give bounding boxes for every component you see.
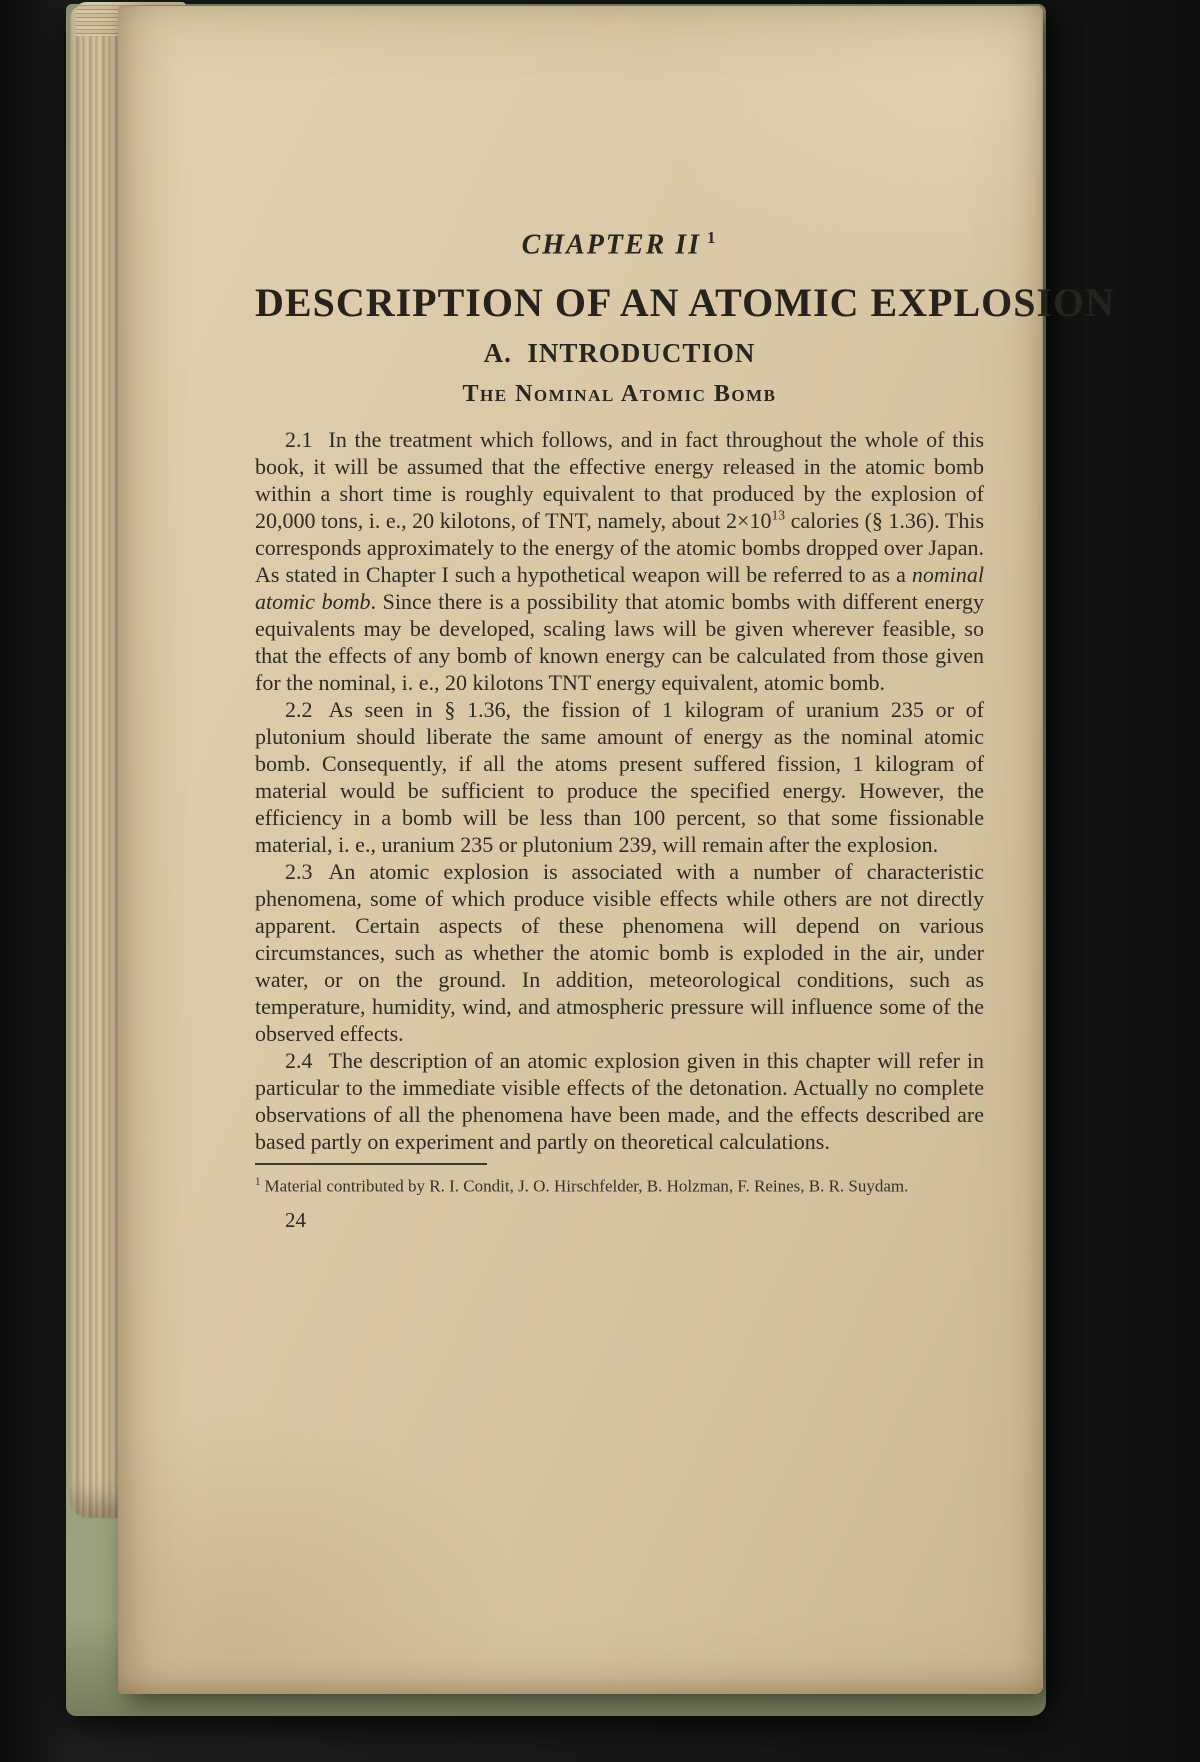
footnote [255, 1175, 984, 1198]
paragraph-text: . Since there is a possibility that atomic bombs with different energy equivalents may be developed, scaling laws will be given wherever feasible, so that the effects of any bomb of known energy can be calculated from those given for the nominal, i. e., 20 kilotons TNT energy equivalent, atomic bomb. [255, 589, 985, 696]
paragraph-2-1 [255, 426, 984, 696]
page-edge-stack-left [70, 6, 122, 1518]
subsection-heading: The Nominal Atomic Bomb [462, 381, 777, 408]
page-number: 24 [285, 1208, 306, 1233]
footnote-separator [255, 1163, 487, 1165]
paragraph-number: 2.2 [285, 697, 313, 723]
paragraph-text: In the treatment which follows, and in fact throughout the whole of this book, it will be assumed that the effective energy released in the atomic bomb within a short time is roughly equivalent to that produced by the explosion of 20,000 tons, i. e., 20 kilotons, of TNT, namely, about 2×10 [255, 427, 984, 534]
paragraph-2-2 [255, 696, 984, 858]
paragraph-number: 2.1 [285, 427, 313, 453]
paragraph-2-4 [255, 1047, 984, 1155]
chapter-heading [255, 228, 984, 261]
italic-term: nominal atomic bomb [255, 562, 984, 615]
main-title: DESCRIPTION OF AN ATOMIC EXPLOSION [255, 280, 1116, 326]
section-heading: A. INTRODUCTION [483, 338, 756, 369]
superscript-exponent: 13 [771, 508, 786, 523]
paragraph-text: As seen in § 1.36, the fission of 1 kilogram of uranium 235 or of plutonium should liberate the same amount of energy as the nominal atomic bomb. Consequently, if all the atoms present suffered fission, 1 kilogram of material would be sufficient to produce the specified energy. However, the efficiency in a bomb will be less than 100 percent, so that some fissionable material, i. e., uranium 235 or plutonium 239, will remain after the explosion. [255, 697, 984, 858]
chapter-title-text: CHAPTER II [521, 229, 702, 261]
paragraph-text: calories (§ 1.36). This corresponds approximately to the energy of the atomic bombs dropped over Japan. As stated in Chapter I such a hypothetical weapon will be referred to as a [255, 508, 985, 588]
paragraph-text: An atomic explosion is associated with a number of characteristic phenomena, some of which produce visible effects while others are not directly apparent. Certain aspects of these phenomena will depend on various circumstances, such as whether the atomic bomb is exploded in the air, under water, or on the ground. In addition, meteorological conditions, such as temperature, humidity, wind, and atmospheric pressure will influence some of the observed effects. [255, 859, 984, 1047]
footnote-marker: 1 [255, 1176, 261, 1189]
paragraph-text: The description of an atomic explosion given in this chapter will refer in particular to the immediate visible effects of the detonation. Actually no complete observations of all the phenomena have been made, and the effects described are based partly on experiment and partly on theoretical calculations. [255, 1048, 984, 1155]
paragraph-number: 2.3 [285, 859, 313, 885]
footnote-text: Material contributed by R. I. Condit, J. O. Hirschfelder, B. Holzman, F. Reines, B. R. Suydam. [264, 1176, 909, 1196]
book-page [118, 6, 1116, 1694]
paragraph-number: 2.4 [285, 1048, 313, 1074]
chapter-footnote-reference: 1 [707, 228, 718, 247]
paragraph-2-3 [255, 858, 984, 1047]
